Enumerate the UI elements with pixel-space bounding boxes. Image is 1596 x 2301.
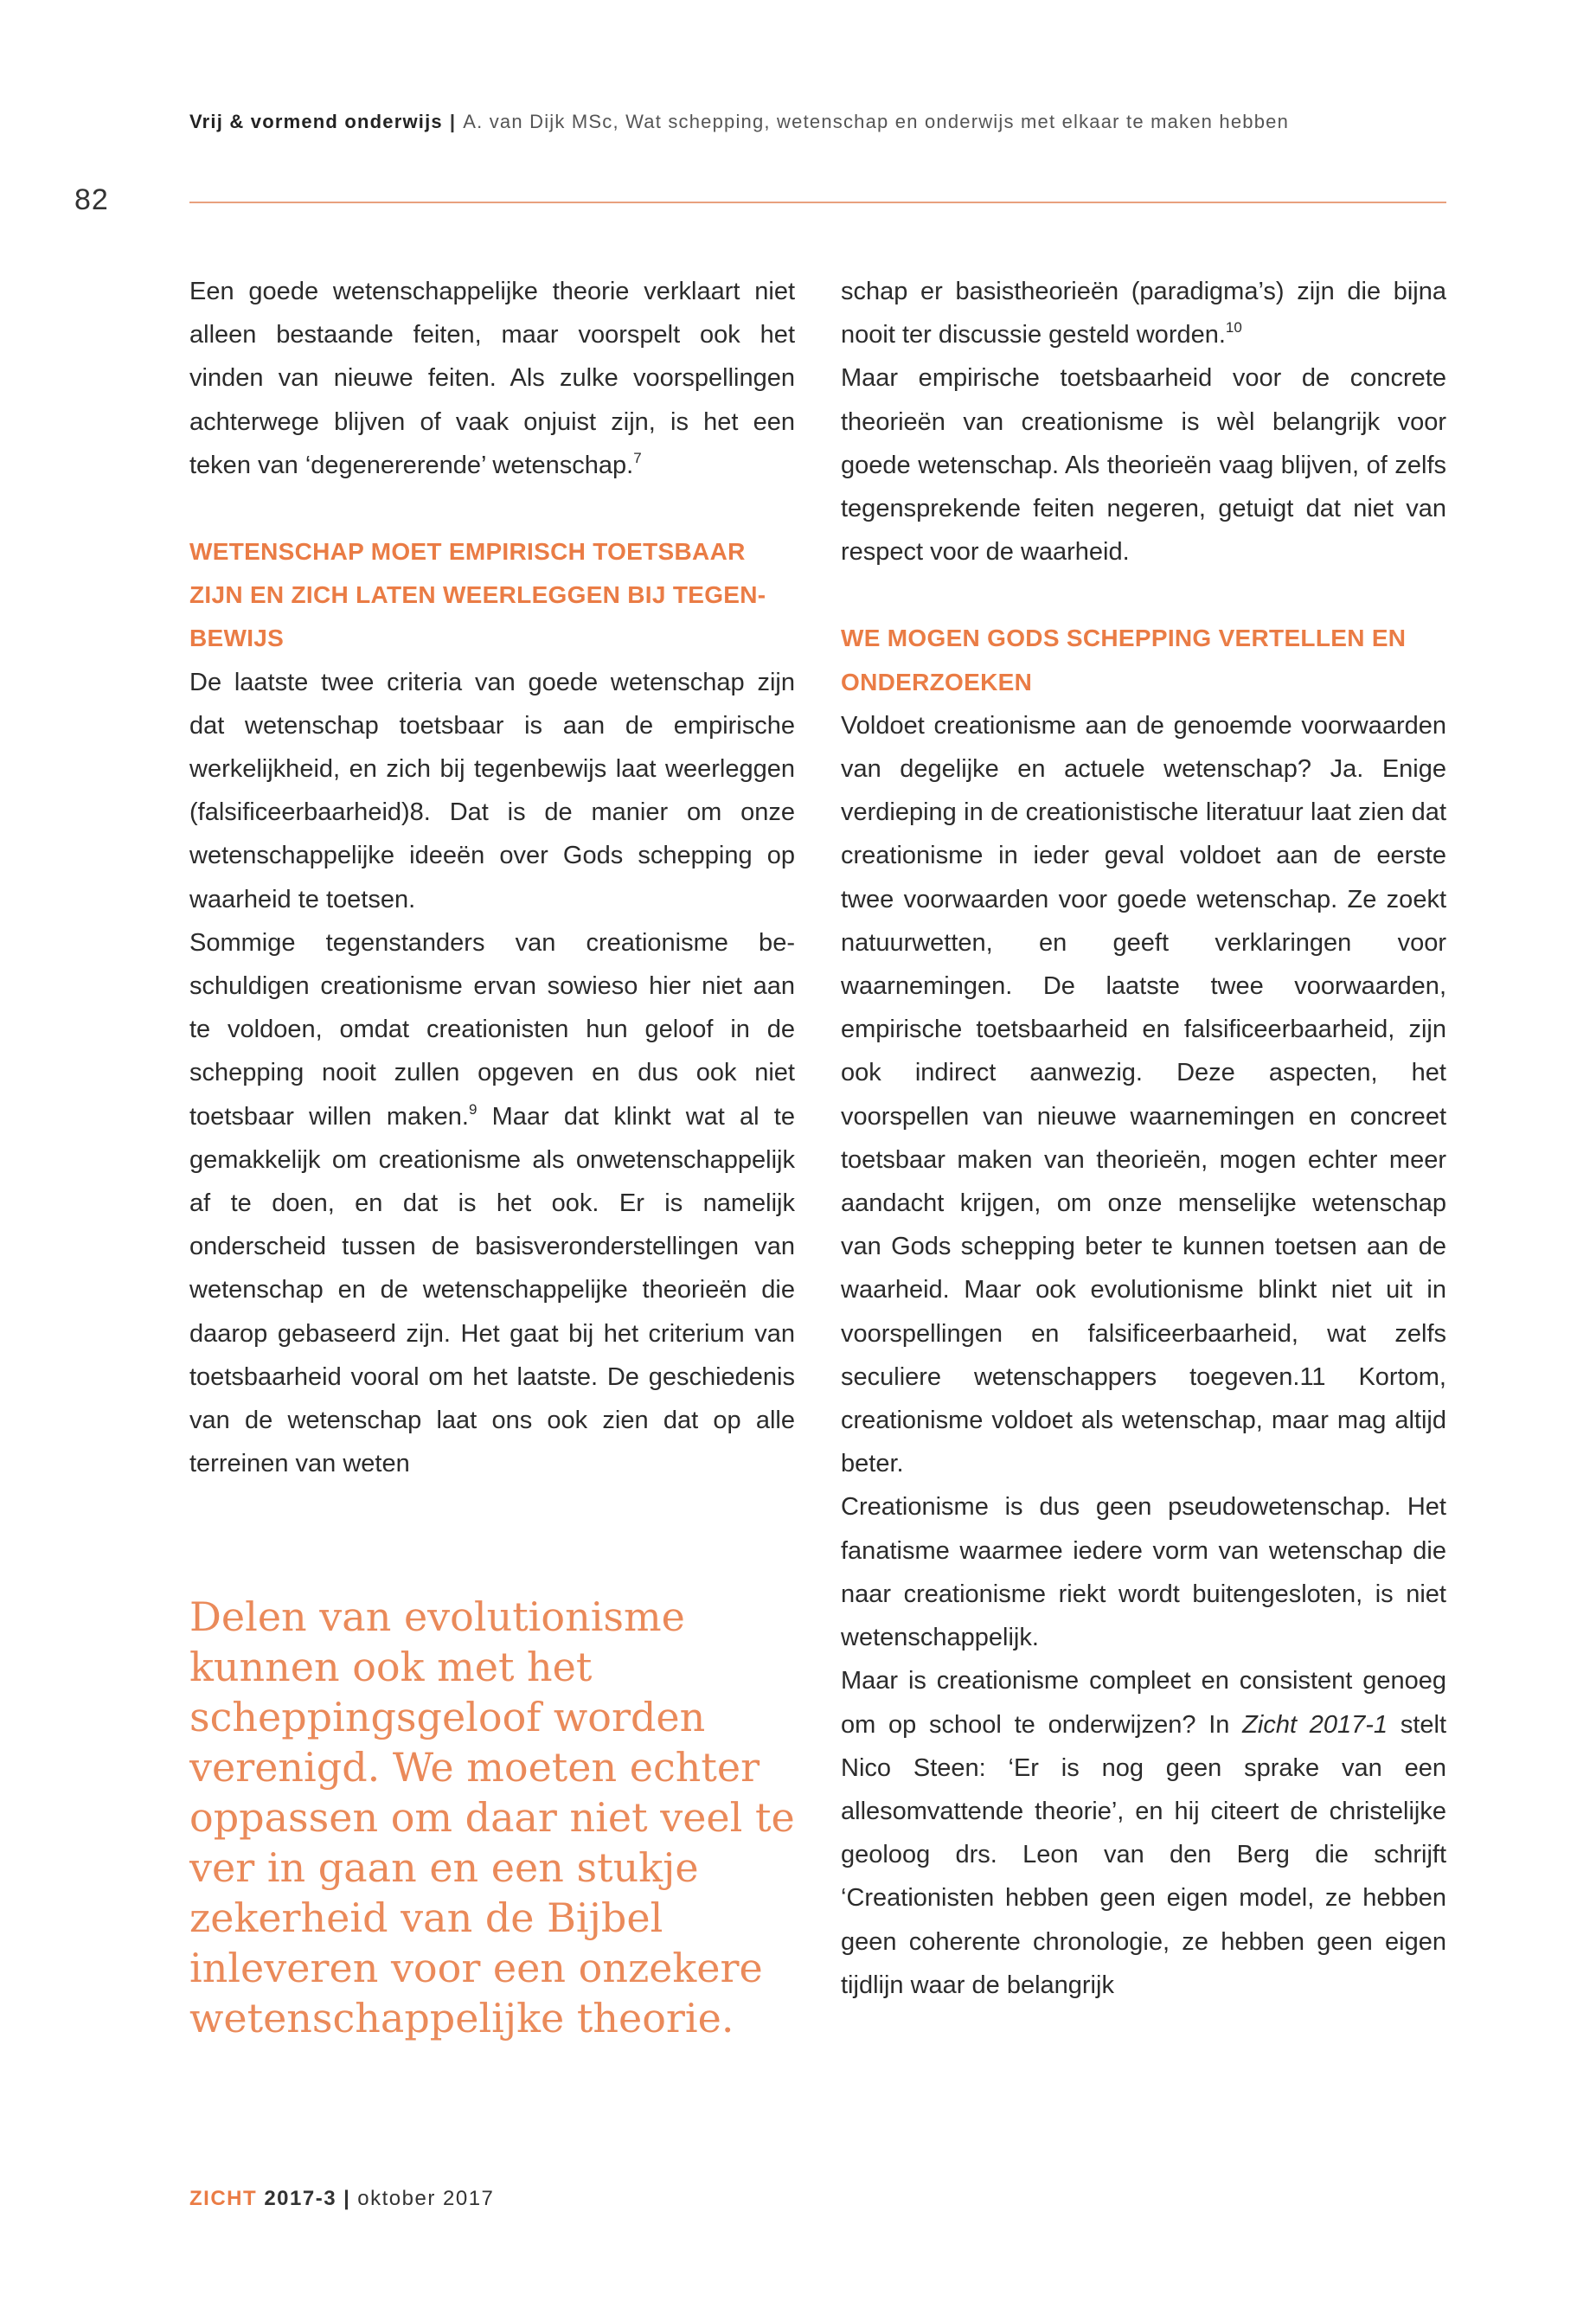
issue-number: 2017-3 [264, 2187, 337, 2210]
series-title: Vrij & vormend onderwijs [189, 111, 443, 132]
paragraph-text: Maar dat klinkt wat al te gemakkelijk om creationisme als onwetenschappelijk af te doen, en dat is het ook. Er is namelijk onderscheid tussen de basisveronderstellingen van wetenschap en de wetenschappelijke theorieën die daarop gebaseerd zijn. Het gaat bij het criterium van toetsbaarheid vooral om het laatste. De geschiedenis van de wetenschap laat ons ook zien dat op alle terreinen van weten [189, 1102, 795, 1478]
paragraph: De laatste twee criteria van goede wetenschap zijn dat wetenschap toetsbaar is aan de empirische werkelijkheid, en zich bij tegenbewijs laat weerleggen (falsificeerbaarheid)8. Dat is de manier om onze wetenschappelijke ideeën over Gods schepping op waarheid te toetsen. [189, 668, 795, 913]
paragraph [189, 921, 795, 1486]
paragraph: Voldoet creationisme aan de genoemde voorwaarden van degelijke en actuele wetenschap? Ja. Enige verdieping in de creationistische literatuur laat zien dat creationisme in ieder geval voldoet aan de eerste twee voorwaarden voor goede wetenschap. Ze zoekt natuurwetten, en geeft verklaringen voor waarnemingen. De laatste twee voorwaarden, empirische toetsbaarheid en falsificeerbaarheid, zijn ook indirect aanwezig. Deze aspecten, het voorspellen van nieuwe waarnemingen en concreet toetsbaar maken van theorieën, mogen echter meer aandacht krijgen, om onze menselijke wetenschap van Gods schepping beter te kunnen toetsen aan de waarheid. Maar ook evolutionisme blinkt niet uit in voorspellingen en falsificeerbaarheid, wat zelfs seculiere wetenschappers toegeven.11 Kortom, creationisme voldoet als wetenschap, maar mag altijd beter. [841, 711, 1446, 1478]
spacer [189, 487, 795, 530]
magazine-name: ZICHT [189, 2187, 258, 2210]
paragraph-text: stelt Nico Steen: ‘Er is nog geen sprake van een allesomvattende theorie’, en hij citeert de christelijke geoloog drs. Leon van den Berg die schrijft ‘Creationisten hebben geen eigen model, ze hebben geen coherente chronologie, ze hebben geen eigen tijdlijn waar de belangrijk [841, 1710, 1447, 1999]
right-column [841, 270, 1446, 2007]
paragraph: Creationisme is dus geen pseudowetenschap. Het fanatisme waarmee iedere vorm van wetenschap die naar creationisme riekt wordt buitengesloten, is niet wetenschappelijk. [841, 1493, 1446, 1652]
pull-quote: Delen van evolutionisme kunnen ook met het scheppingsgeloof worden verenigd. We moeten echter oppassen om daar niet veel te ver in gaan en een stukje zekerheid van de Bijbel inleveren voor een onzekere wetenschappelijke theorie. [189, 1593, 795, 2041]
paragraph: Maar empirische toetsbaarheid voor de concrete theorieën van creationisme is wèl belangrijk voor goede wetenschap. Als theorieën vaag blijven, of zelfs tegensprekende feiten negeren, getuigt dat niet van respect voor de waarheid. [841, 364, 1446, 567]
paragraph-text: Een goede wetenschappelijke theorie verklaart niet alleen bestaande feiten, maar voorspelt ook het vinden van nieuwe feiten. Als zulke voorspellingen achterwege blijven of vaak onjuist zijn, is het een teken van ‘degenererende’ wetenschap. [189, 278, 795, 479]
paragraph-text: Sommige tegenstanders van creationisme beschuldigen creationisme ervan sowieso hier niet aan te voldoen, omdat creationisten hun geloof in de schepping nooit zullen opgeven en dus ook niet toetsbaar willen maken. [189, 928, 795, 1131]
footer-separator: | [343, 2187, 351, 2210]
section-heading: WE MOGEN GODS SCHEPPING VERTELLEN EN ONDERZOEKEN [841, 625, 1407, 695]
page-number: 82 [74, 183, 109, 216]
left-column [189, 270, 795, 1485]
paragraph [841, 270, 1446, 356]
paragraph-text: schap er basistheorieën (paradigma’s) zijn die bijna nooit ter discussie gesteld worden. [841, 278, 1446, 349]
page-footer [189, 2187, 494, 2211]
header-separator: | [449, 111, 457, 132]
paragraph [841, 1659, 1446, 2007]
paragraph-text: Maar is creationisme compleet en consistent genoeg om op school te onderwijzen? In [841, 1667, 1446, 1739]
footnote-ref: 10 [1225, 319, 1242, 336]
author-article-title: A. van Dijk MSc, Wat schepping, wetenschap en onderwijs met elkaar te maken hebben [463, 111, 1290, 132]
running-header [189, 111, 1289, 133]
footnote-ref: 9 [468, 1100, 478, 1118]
header-rule [189, 202, 1446, 203]
issue-date: oktober 2017 [357, 2187, 495, 2210]
section-heading: WETENSCHAP MOET EMPIRISCH TOETSBAAR ZIJN EN ZICH LATEN WEERLEGGEN BIJ TEGENBEWIJS [189, 538, 766, 652]
spacer [841, 574, 1446, 617]
footnote-ref: 7 [633, 449, 642, 466]
paragraph [189, 270, 795, 487]
journal-reference: Zicht 2017-1 [1242, 1710, 1388, 1739]
